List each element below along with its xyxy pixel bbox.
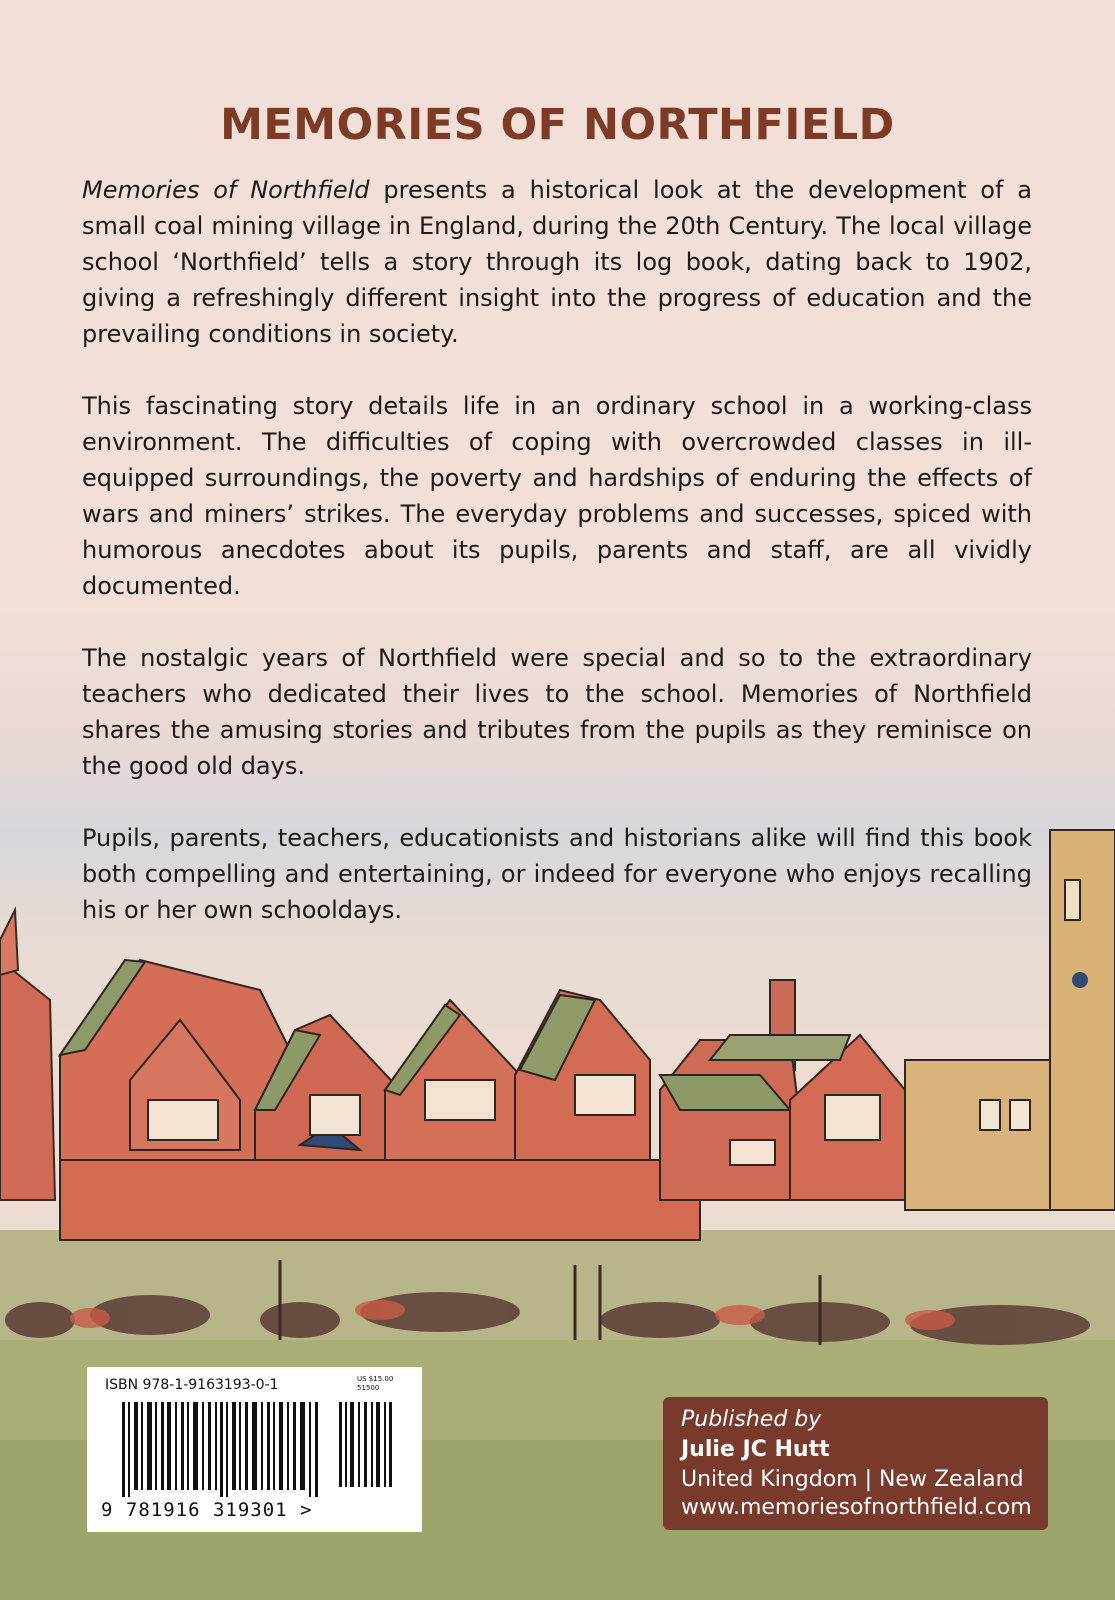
publisher-name: Julie JC Hutt (681, 1437, 830, 1462)
blurb-paragraph-4: Pupils, parents, teachers, educationists and historians alike will find this book both compelling and entertaining, or indeed for everyone who enjoys recalling his or her own schooldays. (82, 824, 1032, 924)
blurb-paragraph-1-text: presents a historical look at the development of a small coal mining village in England, during the 20th Century. The local village school ‘Northfield’ tells a story through its log book, dating back to 1902, giving a refreshingly different insight into the progress of education and the prevailing conditions in society. (82, 176, 1033, 348)
price-code: 51500 (357, 1384, 380, 1392)
blurb-paragraph-2: This fascinating story details life in an ordinary school in a working-class environment. The difficulties of coping with overcrowded classes in ill-equipped surroundings, the poverty and hardships of enduring the effects of wars and miners’ strikes. The everyday problems and successes, spiced with humorous anecdotes about its pupils, parents and staff, are all vividly documented. (82, 392, 1032, 600)
publisher-website: www.memoriesofnorthfield.com (681, 1495, 1032, 1520)
price-value: US $15.00 (357, 1375, 394, 1383)
book-title: MEMORIES OF NORTHFIELD (220, 100, 895, 150)
blurb-paragraph-3: The nostalgic years of Northfield were special and so to the extraordinary teachers who dedicated their lives to the school. Memories of Northfield shares the amusing stories and tributes from the pupils as they reminisce on the good old days. (82, 644, 1032, 780)
blurb-paragraph-1 (82, 172, 1032, 352)
isbn-digits: 9 781916 319301 > (101, 1499, 313, 1521)
publisher-regions: United Kingdom | New Zealand (681, 1467, 1024, 1492)
blurb-title-italic: Memories of Northfield (82, 176, 370, 204)
isbn-barcode (87, 1367, 422, 1532)
published-by-label: Published by (681, 1407, 822, 1432)
publisher-box (663, 1397, 1048, 1530)
isbn-label: ISBN 978-1-9163193-0-1 (105, 1377, 279, 1393)
book-blurb (82, 172, 1032, 964)
